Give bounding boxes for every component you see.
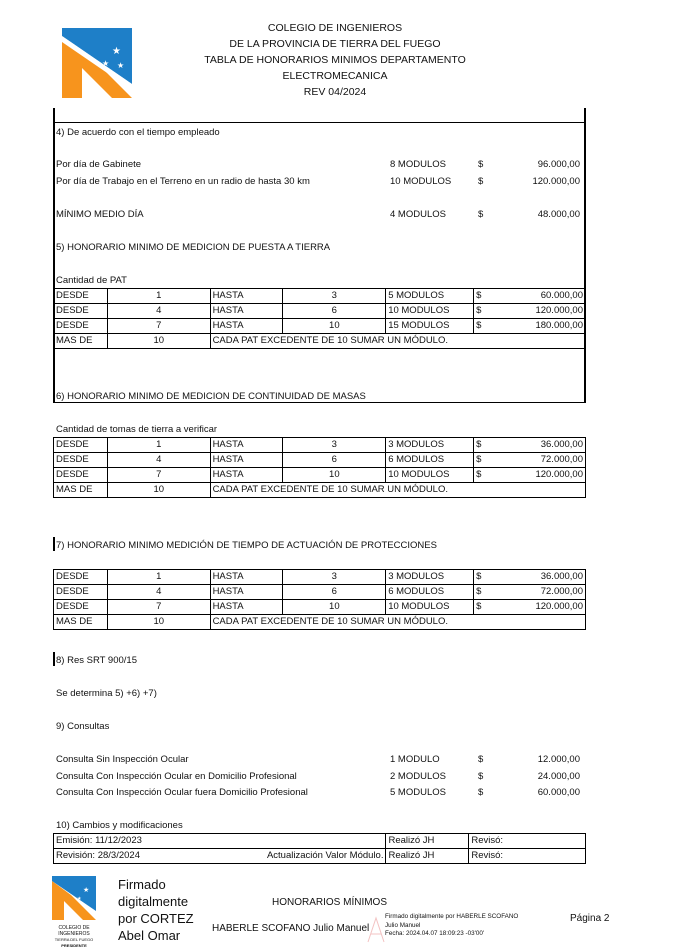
cell: Revisó: [469,849,586,864]
college-logo-small [52,876,96,920]
row-amount: 96.000,00 [537,159,580,170]
cell: CADA PAT EXCEDENTE DE 10 SUMAR UN MÓDULO. [210,334,585,349]
cell: 120.000,00 [488,468,586,483]
row-label: Por día de Trabajo en el Terreno en un radio de hasta 30 km [56,176,310,187]
cell: 180.000,00 [488,319,586,334]
frame-border [53,122,586,123]
svg-text:★: ★ [83,886,90,894]
row-label: Consulta Con Inspección Ocular fuera Domicilio Profesional [56,787,308,798]
frame-border [53,537,55,551]
section-6-table [53,437,586,498]
logo-text: COLEGIO DE [58,925,90,931]
row-currency: $ [478,176,484,187]
cell: 6 [283,585,386,600]
cell: 3 [283,570,386,585]
row-currency: $ [478,159,484,170]
cell: 120.000,00 [488,304,586,319]
table-row [54,483,586,498]
cell: HASTA [210,600,283,615]
cell: 7 [107,600,210,615]
header-line: REV 04/2024 [303,86,367,98]
row-modules: 10 MODULOS [390,176,452,187]
cell: 120.000,00 [488,600,586,615]
cell: $ [474,319,488,334]
row-label: Consulta Con Inspección Ocular en Domicilio Profesional [56,771,297,782]
cell: $ [474,468,488,483]
cell: 6 MODULOS [386,585,474,600]
row-label: MÍNIMO MEDIO DÍA [56,209,144,220]
table-row [54,319,586,334]
cell: 10 [283,468,386,483]
cell: $ [474,304,488,319]
svg-text:★: ★ [102,59,110,68]
header-line: COLEGIO DE INGENIEROS [267,22,403,34]
cell: 72.000,00 [488,585,586,600]
table-row [54,600,586,615]
row-amount: 48.000,00 [537,209,580,220]
table-row [54,468,586,483]
cell: 3 [283,289,386,304]
cell: 10 MODULOS [386,600,474,615]
cell: CADA PAT EXCEDENTE DE 10 SUMAR UN MÓDULO. [210,483,585,498]
cell: HASTA [210,570,283,585]
table-row [54,849,586,864]
cell: $ [474,570,488,585]
cell: 4 [107,304,210,319]
cell: DESDE [54,600,108,615]
table-row [54,615,586,630]
cell: DESDE [54,453,108,468]
row-currency: $ [478,771,484,782]
cell: MAS DE [54,334,108,349]
footer-logo [52,876,96,946]
section-6-subtitle: Cantidad de tomas de tierra a verificar [56,424,218,435]
cell: 4 [107,585,210,600]
section-7-title: 7) HONORARIO MINIMO MEDICIÓN DE TIEMPO DE ACTUACIÓN DE PROTECCIONES [56,540,437,551]
signature-mark [366,914,386,944]
cell: DESDE [54,585,108,600]
section-5-table [53,288,586,349]
logo-text: TIERRA DEL FUEGO [54,937,94,942]
cell: DESDE [54,289,108,304]
signature-line: Firmado [118,877,166,892]
cell: MAS DE [54,483,108,498]
cell: 5 MODULOS [386,289,474,304]
cell: 6 MODULOS [386,453,474,468]
cell: CADA PAT EXCEDENTE DE 10 SUMAR UN MÓDULO. [210,615,585,630]
page-number: Página 2 [570,913,610,924]
cell: $ [474,585,488,600]
frame-border [53,108,55,403]
table-row [54,834,586,849]
cell: Revisó: [469,834,586,849]
section-8-title: 8) Res SRT 900/15 [56,655,137,666]
cell: HASTA [210,304,283,319]
row-modules: 4 MODULOS [390,209,446,220]
svg-text:★: ★ [77,896,82,902]
section-8-text: Se determina 5) +6) +7) [56,688,157,699]
cell: 1 [107,570,210,585]
row-label: Por día de Gabinete [56,159,142,170]
cell: $ [474,289,488,304]
changes-table [53,833,586,864]
cell: 10 [107,334,210,349]
signature-line: Fecha: 2024.04.07 18:09:23 -03'00' [385,930,485,937]
signature-line: Abel Omar [118,928,181,943]
header-line: TABLA DE HONORARIOS MINIMOS DEPARTAMENTO [204,54,466,66]
row-currency: $ [478,209,484,220]
digital-signature-cortez [118,876,194,944]
row-modules: 5 MODULOS [390,787,446,798]
cell: 10 [107,483,210,498]
section-7-table [53,569,586,630]
section-5-title: 5) HONORARIO MINIMO DE MEDICION DE PUESTA A TIERRA [56,242,331,253]
cell: 3 [283,438,386,453]
section-9-title: 9) Consultas [56,721,110,732]
cell: DESDE [54,570,108,585]
cell: HASTA [210,438,283,453]
cell: $ [474,600,488,615]
cell: Emisión: 11/12/2023 [54,834,234,849]
table-row [54,304,586,319]
signature-line: Julio Manuel [385,921,421,929]
cell: 10 MODULOS [386,304,474,319]
signature-line: por CORTEZ [118,911,194,926]
cell: HASTA [210,453,283,468]
footer-title: HONORARIOS MÍNIMOS [272,897,388,908]
row-amount: 24.000,00 [537,771,580,782]
logo-text: PRESIDENTE [61,943,87,948]
cell: $ [474,453,488,468]
cell: HASTA [210,585,283,600]
cell: DESDE [54,438,108,453]
cell: 1 [107,289,210,304]
cell: Revisión: 28/3/2024 [54,849,234,864]
frame-border [584,108,586,403]
section-10-title: 10) Cambios y modificaciones [56,820,183,831]
frame-border [53,652,55,666]
table-row [54,289,586,304]
cell: DESDE [54,319,108,334]
row-amount: 120.000,00 [532,176,580,187]
footer-name: HABERLE SCOFANO Julio Manuel [212,923,370,934]
section-4-title: 4) De acuerdo con el tiempo empleado [56,127,220,138]
svg-text:★: ★ [112,46,121,57]
cell: 10 [283,319,386,334]
cell: 10 [283,600,386,615]
cell: 1 [107,438,210,453]
signature-line: Firmado digitalmente por HABERLE SCOFANO [385,913,519,920]
table-row [54,453,586,468]
cell: 15 MODULOS [386,319,474,334]
row-currency: $ [478,787,484,798]
signature-line: digitalmente [118,894,189,909]
cell: 10 MODULOS [386,468,474,483]
cell: 10 [107,615,210,630]
row-amount: 60.000,00 [537,787,580,798]
digital-signature-haberle [385,913,518,939]
cell: DESDE [54,468,108,483]
row-modules: 8 MODULOS [390,159,446,170]
cell: HASTA [210,319,283,334]
cell: 4 [107,453,210,468]
cell: HASTA [210,289,283,304]
cell: 36.000,00 [488,438,586,453]
table-row [54,585,586,600]
table-row [54,570,586,585]
cell: DESDE [54,304,108,319]
header-line: ELECTROMECANICA [282,70,388,82]
row-currency: $ [478,754,484,765]
cell: 6 [283,304,386,319]
table-row [54,438,586,453]
row-amount: 12.000,00 [537,754,580,765]
section-6-title: 6) HONORARIO MINIMO DE MEDICION DE CONTINUIDAD DE MASAS [56,391,366,402]
college-logo [62,28,132,98]
svg-text:★: ★ [117,61,125,70]
row-modules: 2 MODULOS [390,771,446,782]
cell: HASTA [210,468,283,483]
cell: MAS DE [54,615,108,630]
header-line: DE LA PROVINCIA DE TIERRA DEL FUEGO [229,38,441,50]
row-label: Consulta Sin Inspección Ocular [56,754,189,765]
section-5-subtitle: Cantidad de PAT [56,275,127,286]
cell: Realizó JH [386,849,469,864]
cell: 36.000,00 [488,570,586,585]
row-modules: 1 MODULO [390,754,440,765]
table-row [54,334,586,349]
cell [233,834,386,849]
cell: 60.000,00 [488,289,586,304]
cell: 7 [107,319,210,334]
cell: 72.000,00 [488,453,586,468]
cell: 7 [107,468,210,483]
logo-text: INGENIEROS [58,931,90,937]
cell: 3 MODULOS [386,570,474,585]
cell: 6 [283,453,386,468]
cell: 3 MODULOS [386,438,474,453]
cell: Actualización Valor Módulo. [233,849,386,864]
cell: Realizó JH [386,834,469,849]
cell: $ [474,438,488,453]
